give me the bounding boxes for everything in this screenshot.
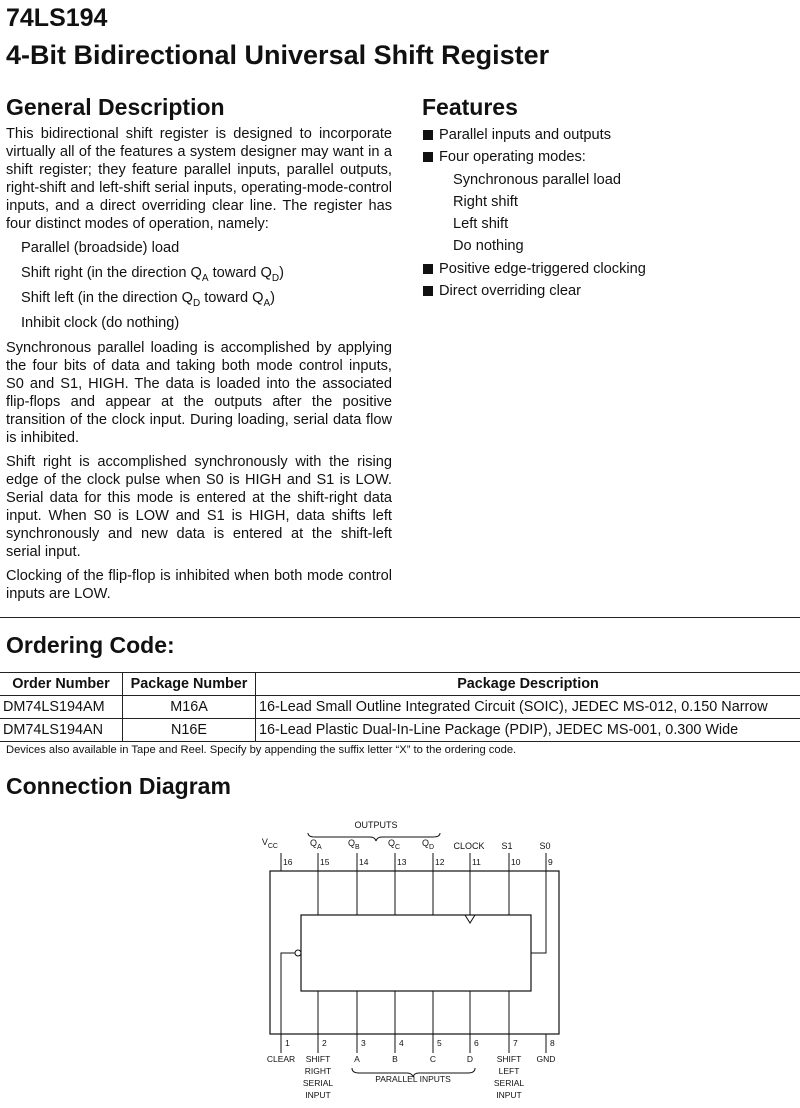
bottom-pin-labels xyxy=(267,1054,556,1100)
svg-text:8: 8 xyxy=(550,1038,555,1048)
svg-text:12: 12 xyxy=(435,857,445,867)
pin-label-clock: CLOCK xyxy=(453,841,485,851)
feature-sub-item: Left shift xyxy=(453,216,509,233)
svg-text:SERIAL: SERIAL xyxy=(302,1078,334,1088)
table-row xyxy=(0,696,800,719)
ordering-code-heading: Ordering Code: xyxy=(6,632,175,658)
feature-item: Four operating modes: xyxy=(422,148,792,170)
order-number-cell: DM74LS194AN xyxy=(0,719,123,742)
svg-text:5: 5 xyxy=(437,1038,442,1048)
parallel-load-paragraph: Synchronous parallel loading is accomplished by applying the four bits of data and taking both mode control inputs, S0 and S1, HIGH. The data is loaded into the associated flip-flops and appear at the outputs after the positive transition of the clock input. During loading, serial data flow is inhibited. xyxy=(6,340,392,446)
mode-parallel-load: Parallel (broadside) load xyxy=(21,240,180,256)
svg-text:11: 11 xyxy=(472,857,481,867)
clock-inhibit-paragraph: Clocking of the flip-flop is inhibited when both mode control inputs are LOW. xyxy=(6,568,392,602)
pin-label-qb: $Q_B$ xyxy=(348,838,360,851)
features-heading: Features xyxy=(422,94,518,120)
top-pin-numbers xyxy=(283,857,553,867)
shift-paragraph: Shift right is accomplished synchronously with the rising edge of the clock pulse when S0 is HIGH and S1 is LOW. Serial data for this mode is entered at the shift-right data input. When S0 is LOW and S1 is HIGH, data shifts left synchronously and new data is entered at the shift-left serial input. xyxy=(6,454,392,560)
features-list xyxy=(422,126,792,304)
parallel-inputs-brace xyxy=(352,1068,475,1077)
package-description-cell: 16-Lead Plastic Dual-In-Line Package (PDIP), JEDEC MS-001, 0.300 Wide xyxy=(256,719,800,742)
table-header-row xyxy=(0,673,800,696)
svg-text:10: 10 xyxy=(511,857,521,867)
svg-text:3: 3 xyxy=(361,1038,366,1048)
pin-label-shift-left: SHIFT xyxy=(496,1054,522,1064)
svg-text:INPUT: INPUT xyxy=(496,1090,522,1100)
svg-text:6: 6 xyxy=(474,1038,479,1048)
pin-label-c: C xyxy=(429,1054,437,1064)
order-number-cell: DM74LS194AM xyxy=(0,696,123,719)
ordering-note: Devices also available in Tape and Reel. Specify by appending the suffix letter “X” to the ordering code. xyxy=(6,744,517,756)
ordering-table xyxy=(0,672,800,742)
svg-text:INPUT: INPUT xyxy=(305,1090,331,1100)
internal-wiring xyxy=(281,871,546,1034)
package-description-cell: 16-Lead Small Outline Integrated Circuit (SOIC), JEDEC MS-012, 0.150 Narrow xyxy=(256,696,800,719)
pin-label-qc: $Q_C$ xyxy=(388,838,401,851)
square-bullet-icon xyxy=(423,286,433,296)
column-header: Package Description xyxy=(256,673,800,696)
square-bullet-icon xyxy=(423,130,433,140)
register-block xyxy=(301,915,531,991)
feature-sub-item: Do nothing xyxy=(453,238,524,255)
svg-text:13: 13 xyxy=(397,857,407,867)
pin-label-s1: S1 xyxy=(501,841,513,851)
svg-text:SERIAL: SERIAL xyxy=(493,1078,525,1088)
package-number-cell: N16E xyxy=(123,719,256,742)
square-bullet-icon xyxy=(423,264,433,274)
feature-item: Parallel inputs and outputs xyxy=(422,126,792,148)
svg-text:LEFT: LEFT xyxy=(498,1066,520,1076)
svg-text:4: 4 xyxy=(399,1038,404,1048)
pin-label-qd: $Q_D$ xyxy=(422,838,435,851)
pin-label-vcc: $V_{CC}$ xyxy=(261,837,278,850)
pin-label-shift-right: SHIFT xyxy=(305,1054,331,1064)
feature-item: Positive edge-triggered clocking xyxy=(422,260,792,282)
bottom-pins xyxy=(281,1034,546,1053)
general-description-heading: General Description xyxy=(6,94,225,120)
svg-text:1: 1 xyxy=(285,1038,290,1048)
svg-text:7: 7 xyxy=(513,1038,518,1048)
inverting-bubble-icon xyxy=(295,950,301,956)
column-header: Package Number xyxy=(123,673,256,696)
mode-shift-left: Shift left (in the direction $Q_D$ toward $Q_A$) xyxy=(21,290,276,309)
package-number-cell: M16A xyxy=(123,696,256,719)
mode-inhibit-clock: Inhibit clock (do nothing) xyxy=(21,315,180,331)
general-description-body xyxy=(6,125,392,609)
pin-label-b: B xyxy=(392,1054,398,1064)
pin-label-qa: $Q_A$ xyxy=(310,838,322,851)
ic-package-outline xyxy=(270,871,559,1034)
column-header: Order Number xyxy=(0,673,123,696)
table-row xyxy=(0,719,800,742)
document-title: 4-Bit Bidirectional Universal Shift Register xyxy=(6,40,550,70)
outputs-label: OUTPUTS xyxy=(354,820,398,830)
svg-text:14: 14 xyxy=(359,857,369,867)
connection-diagram-heading: Connection Diagram xyxy=(6,773,231,799)
part-number: 74LS194 xyxy=(6,4,108,32)
pin-label-gnd: GND xyxy=(536,1054,556,1064)
intro-paragraph: This bidirectional shift register is designed to incorporate virtually all of the features a system designer may want in a shift register; they feature parallel inputs, parallel outputs, right-shift and left-shift serial inputs, operating-mode-control inputs, and a direct overriding clear line. The register has four distinct modes of operation, namely: xyxy=(6,126,392,232)
svg-text:9: 9 xyxy=(548,857,553,867)
pin-label-d: D xyxy=(466,1054,474,1064)
feature-sub-item: Synchronous parallel load xyxy=(453,171,621,188)
connection-diagram xyxy=(255,815,575,1105)
feature-sub-item: Right shift xyxy=(453,193,518,210)
square-bullet-icon xyxy=(423,152,433,162)
svg-text:RIGHT: RIGHT xyxy=(304,1066,332,1076)
svg-text:15: 15 xyxy=(320,857,330,867)
bottom-pin-numbers xyxy=(285,1038,555,1048)
svg-text:16: 16 xyxy=(283,857,293,867)
parallel-inputs-label: PARALLEL INPUTS xyxy=(375,1074,451,1084)
pin-label-a: A xyxy=(354,1054,360,1064)
pin-label-s0: S0 xyxy=(539,841,551,851)
pin-label-clear: CLEAR xyxy=(266,1054,296,1064)
clock-edge-icon xyxy=(465,915,475,923)
outputs-brace xyxy=(308,833,440,841)
section-divider xyxy=(0,617,800,618)
feature-item: Direct overriding clear xyxy=(422,282,792,304)
svg-text:2: 2 xyxy=(322,1038,327,1048)
mode-shift-right: Shift right (in the direction $Q_A$ toward $Q_D$) xyxy=(21,265,284,284)
